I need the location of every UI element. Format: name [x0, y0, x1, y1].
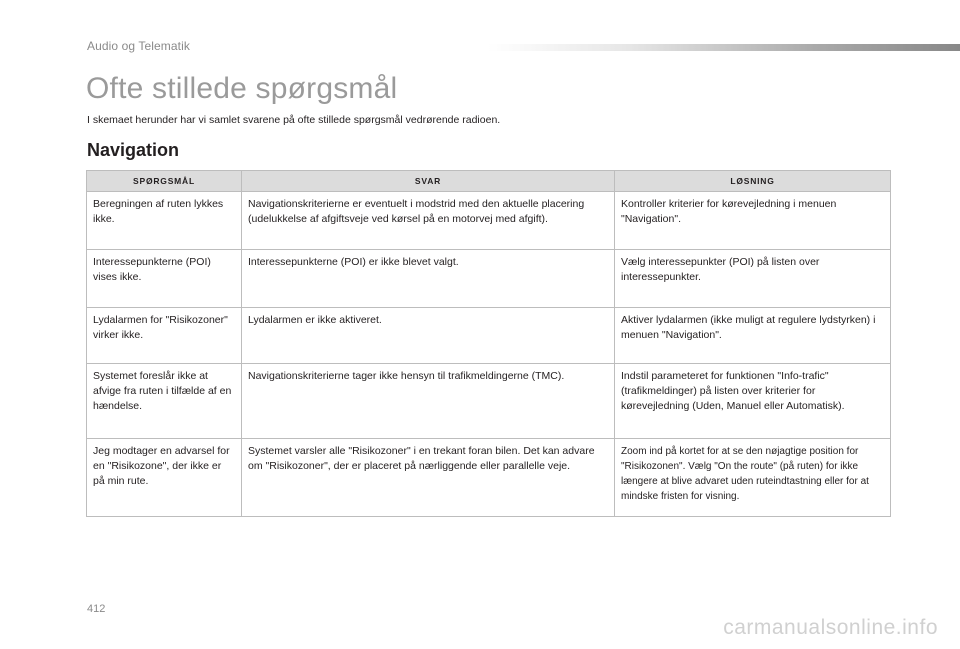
solution-cell: Vælg interessepunkter (POI) på listen over interessepunkter. [615, 250, 891, 308]
intro-text: I skemaet herunder har vi samlet svarene på ofte stillede spørgsmål vedrørende radioen. [87, 114, 501, 126]
answer-cell: Navigationskriterierne er eventuelt i modstrid med den aktuelle placering (udelukkelse af afgiftsveje ved kørsel på en motorvej med afgift). [242, 192, 615, 250]
header-bar [488, 44, 960, 51]
page-number: 412 [87, 603, 106, 615]
column-header-answer: SVAR [242, 171, 615, 192]
table-row [87, 308, 891, 364]
solution-cell: Kontroller kriterier for kørevejledning i menuen "Navigation". [615, 192, 891, 250]
solution-cell: Aktiver lydalarmen (ikke muligt at regulere lydstyrken) i menuen "Navigation". [615, 308, 891, 364]
question-cell: Jeg modtager en advarsel for en "Risikozone", der ikke er på min rute. [87, 439, 242, 517]
column-header-question: SPØRGSMÅL [87, 171, 242, 192]
table-row [87, 439, 891, 517]
answer-cell: Navigationskriterierne tager ikke hensyn til trafikmeldingerne (TMC). [242, 364, 615, 439]
watermark: carmanualsonline.info [723, 616, 938, 639]
answer-cell: Systemet varsler alle "Risikozoner" i en trekant foran bilen. Det kan advare om "Risikozoner", der er placeret på nærliggende eller parallelle veje. [242, 439, 615, 517]
table-header-row [87, 171, 891, 192]
question-cell: Systemet foreslår ikke at afvige fra ruten i tilfælde af en hændelse. [87, 364, 242, 439]
faq-table [86, 170, 891, 517]
table-row [87, 250, 891, 308]
page-title: Ofte stillede spørgsmål [86, 72, 398, 105]
question-cell: Beregningen af ruten lykkes ikke. [87, 192, 242, 250]
column-header-solution: LØSNING [615, 171, 891, 192]
answer-cell: Interessepunkterne (POI) er ikke blevet valgt. [242, 250, 615, 308]
answer-cell: Lydalarmen er ikke aktiveret. [242, 308, 615, 364]
table-row [87, 364, 891, 439]
solution-cell: Zoom ind på kortet for at se den nøjagtige position for "Risikozonen". Vælg "On the route" (på ruten) for ikke længere at blive advaret uden ruteindtastning eller for at mindske fristen for visning. [615, 439, 891, 517]
section-label: Audio og Telematik [87, 39, 190, 53]
section-heading: Navigation [87, 140, 180, 160]
table-row [87, 192, 891, 250]
question-cell: Lydalarmen for "Risikozoner" virker ikke. [87, 308, 242, 364]
solution-cell: Indstil parameteret for funktionen "Info-trafic" (trafikmeldinger) på listen over kriterier for kørevejledning (Uden, Manuel eller Automatisk). [615, 364, 891, 439]
question-cell: Interessepunkterne (POI) vises ikke. [87, 250, 242, 308]
